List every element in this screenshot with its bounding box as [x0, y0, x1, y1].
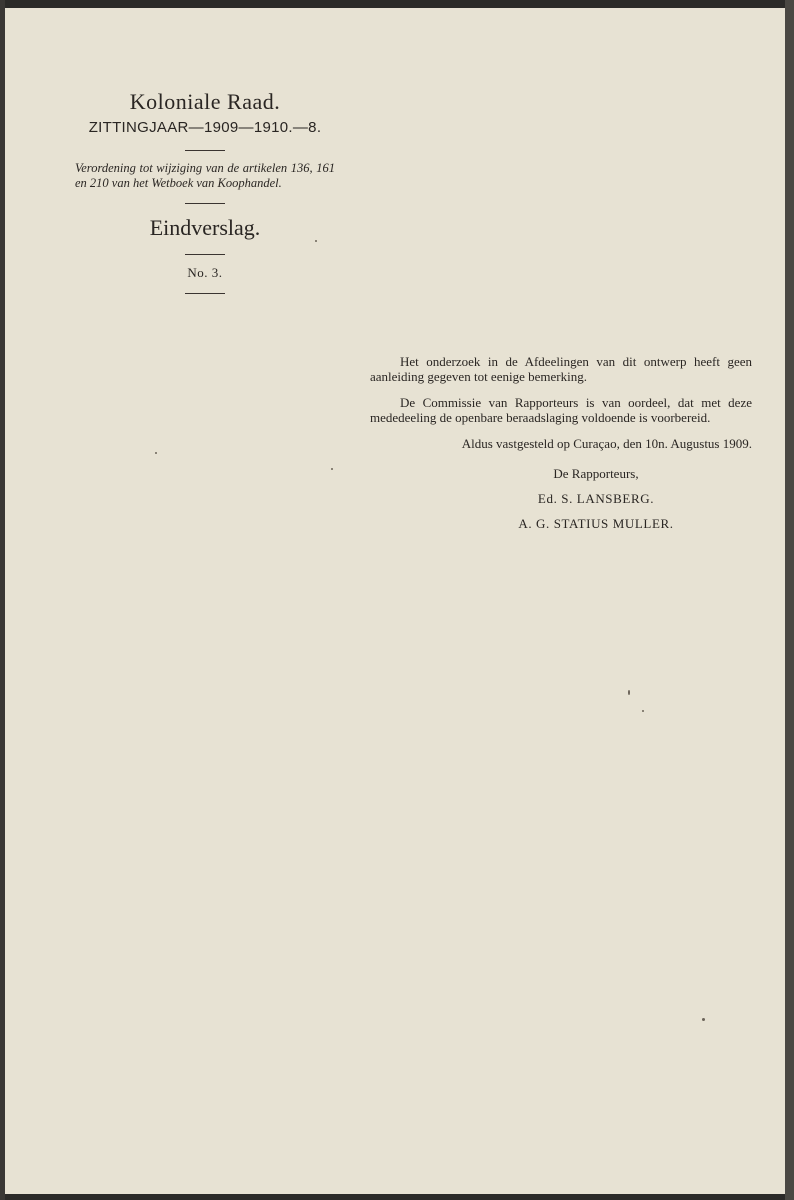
- document-page: [5, 8, 785, 1194]
- signatory: Ed. S. LANSBERG.: [537, 491, 655, 506]
- divider: [185, 150, 225, 151]
- paragraph: Het onderzoek in de Afdeelingen van dit ontwerp heeft geen aanleiding gegeven tot eenige bemerking.: [370, 354, 752, 384]
- report-body: [370, 354, 752, 541]
- paragraph: De Commissie van Rapporteurs is van oordeel, dat met deze mededeeling de openbare beraadslaging voldoende is voorbereid.: [370, 395, 752, 425]
- signatory: A. G. STATIUS MULLER.: [518, 516, 674, 531]
- paper-speck: [155, 452, 157, 454]
- paper-speck: [628, 690, 630, 695]
- paper-speck: [702, 1018, 705, 1021]
- divider: [185, 203, 225, 204]
- paper-speck: [315, 240, 317, 242]
- report-title: Eindverslag.: [149, 215, 261, 240]
- paper-speck: [642, 710, 644, 712]
- divider: [185, 293, 225, 294]
- scan-right-edge: [785, 0, 794, 1200]
- header-block: [65, 88, 345, 304]
- place-date: Aldus vastgesteld op Curaçao, den 10n. Augustus 1909.: [461, 436, 752, 451]
- signatures-heading: De Rapporteurs,: [553, 466, 639, 481]
- session-line: ZITTINGJAAR—1909—1910.—8.: [88, 119, 322, 136]
- paper-speck: [331, 468, 333, 470]
- ordinance-subject: Verordening tot wijziging van de artikelen 136, 161 en 210 van het Wetboek van Koophandel.: [75, 161, 335, 190]
- council-name: Koloniale Raad.: [129, 89, 281, 114]
- divider: [185, 254, 225, 255]
- document-number: No. 3.: [187, 265, 223, 280]
